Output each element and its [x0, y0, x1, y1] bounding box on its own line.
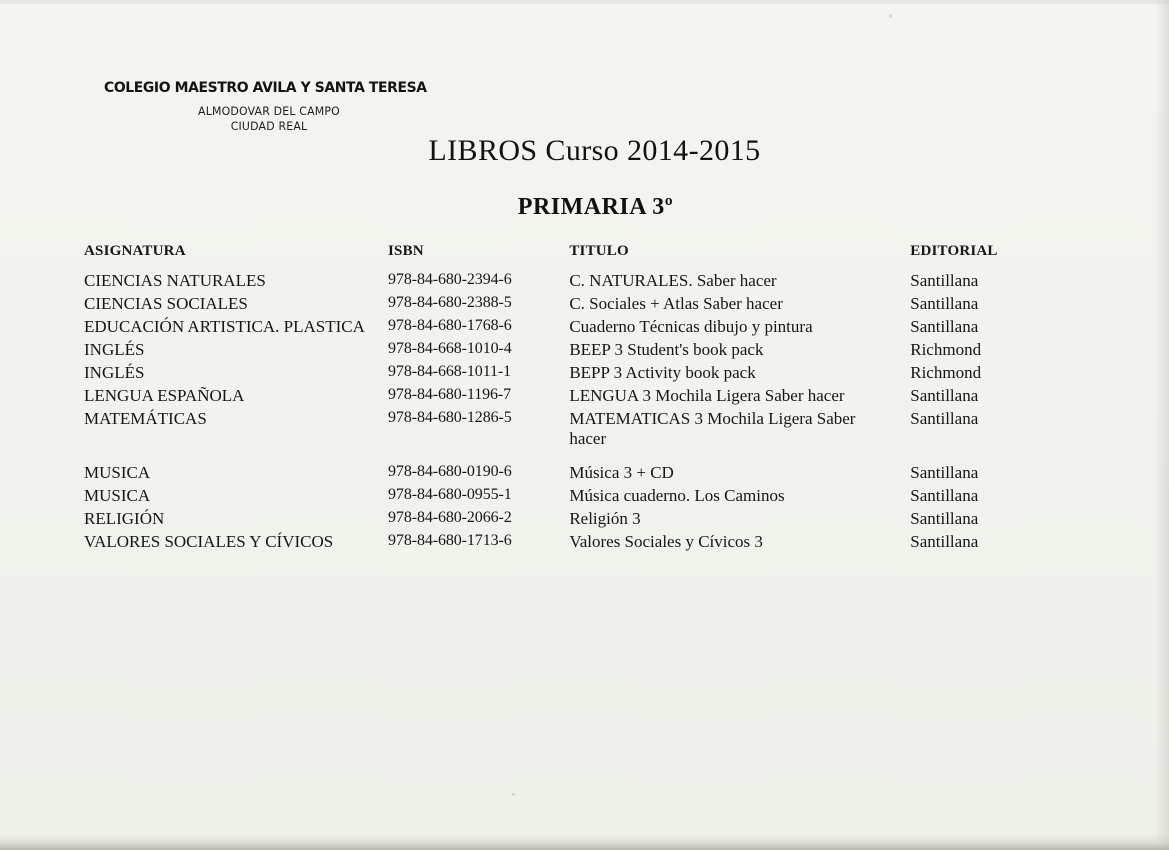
table-row — [84, 507, 1084, 530]
cell-titulo: Valores Sociales y Cívicos 3 — [569, 532, 763, 552]
table-row — [84, 407, 1084, 450]
table-row — [84, 338, 1084, 361]
table-header-row — [84, 243, 1084, 269]
table-row — [84, 269, 1084, 292]
cell-titulo: Religión 3 — [569, 508, 641, 528]
cell-editorial: Santillana — [910, 508, 979, 528]
cell-titulo: Cuaderno Técnicas dibujo y pintura — [569, 316, 813, 336]
cell-asignatura: INGLÉS — [84, 339, 145, 359]
cell-isbn: 978-84-680-0955-1 — [388, 485, 512, 503]
cell-asignatura: LENGUA ESPAÑOLA — [84, 385, 245, 405]
cell-isbn: 978-84-668-1011-1 — [388, 362, 512, 380]
cell-asignatura: MATEMÁTICAS — [84, 408, 207, 428]
cell-titulo: LENGUA 3 Mochila Ligera Saber hacer — [569, 385, 845, 405]
table-row — [84, 292, 1084, 315]
column-header-editorial: EDITORIAL — [910, 243, 998, 259]
cell-asignatura: MUSICA — [84, 485, 151, 505]
cell-editorial: Richmond — [910, 339, 982, 359]
cell-editorial: Santillana — [910, 532, 979, 552]
cell-editorial: Santillana — [910, 316, 979, 336]
table-row — [84, 484, 1084, 507]
table-row — [84, 461, 1084, 484]
school-province: CIUDAD REAL — [230, 119, 308, 133]
cell-titulo: Música 3 + CD — [569, 462, 674, 482]
spacer-cell — [910, 450, 1084, 461]
table-row-spacer — [84, 450, 1084, 461]
cell-titulo: C. Sociales + Atlas Saber hacer — [569, 293, 783, 313]
spacer-cell — [388, 450, 569, 461]
cell-titulo: BEPP 3 Activity book pack — [569, 362, 756, 382]
column-header-isbn: ISBN — [388, 243, 424, 259]
cell-asignatura: MUSICA — [84, 462, 151, 482]
table-row — [84, 384, 1084, 407]
column-header-asignatura: ASIGNATURA — [84, 243, 186, 259]
cell-isbn: 978-84-680-1713-6 — [388, 532, 512, 550]
cell-editorial: Santillana — [910, 293, 979, 313]
table-header — [84, 243, 1084, 269]
cell-isbn: 978-84-680-2066-2 — [388, 508, 512, 526]
cell-isbn: 978-84-680-2388-5 — [388, 293, 512, 311]
column-header-titulo: TITULO — [569, 243, 629, 259]
cell-asignatura: RELIGIÓN — [84, 508, 165, 528]
page-subtitle: PRIMARIA 3º — [517, 194, 674, 220]
cell-editorial: Santillana — [910, 462, 979, 482]
school-town: ALMODOVAR DEL CAMPO — [198, 104, 340, 118]
cell-editorial: Santillana — [910, 408, 979, 428]
table-row — [84, 361, 1084, 384]
spacer-cell — [569, 450, 910, 461]
cell-isbn: 978-84-680-1768-6 — [388, 316, 512, 334]
cell-asignatura: EDUCACIÓN ARTISTICA. PLASTICA — [84, 316, 365, 336]
cell-titulo: MATEMATICAS 3 Mochila Ligera Saber hacer — [569, 408, 856, 448]
table-body — [84, 269, 1084, 554]
cell-isbn: 978-84-668-1010-4 — [388, 339, 512, 357]
cell-titulo: BEEP 3 Student's book pack — [569, 339, 764, 359]
cell-asignatura: VALORES SOCIALES Y CÍVICOS — [84, 532, 334, 552]
cell-editorial: Santillana — [910, 385, 979, 405]
spacer-cell — [84, 450, 388, 461]
letterhead — [104, 80, 434, 133]
cell-asignatura: CIENCIAS SOCIALES — [84, 293, 248, 313]
page-title: LIBROS Curso 2014-2015 — [428, 134, 761, 167]
table-row — [84, 531, 1084, 554]
cell-titulo: C. NATURALES. Saber hacer — [569, 270, 777, 290]
cell-isbn: 978-84-680-1196-7 — [388, 385, 512, 403]
booklist-table — [84, 243, 1084, 554]
cell-titulo: Música cuaderno. Los Caminos — [569, 485, 785, 505]
cell-isbn: 978-84-680-0190-6 — [388, 462, 512, 480]
cell-editorial: Richmond — [910, 362, 982, 382]
school-name: COLEGIO MAESTRO AVILA Y SANTA TERESA — [104, 80, 427, 96]
cell-asignatura: CIENCIAS NATURALES — [84, 270, 266, 290]
table-row — [84, 315, 1084, 338]
cell-editorial: Santillana — [910, 485, 979, 505]
cell-asignatura: INGLÉS — [84, 362, 145, 382]
cell-isbn: 978-84-680-1286-5 — [388, 408, 512, 426]
cell-isbn: 978-84-680-2394-6 — [388, 270, 512, 288]
cell-editorial: Santillana — [910, 270, 979, 290]
